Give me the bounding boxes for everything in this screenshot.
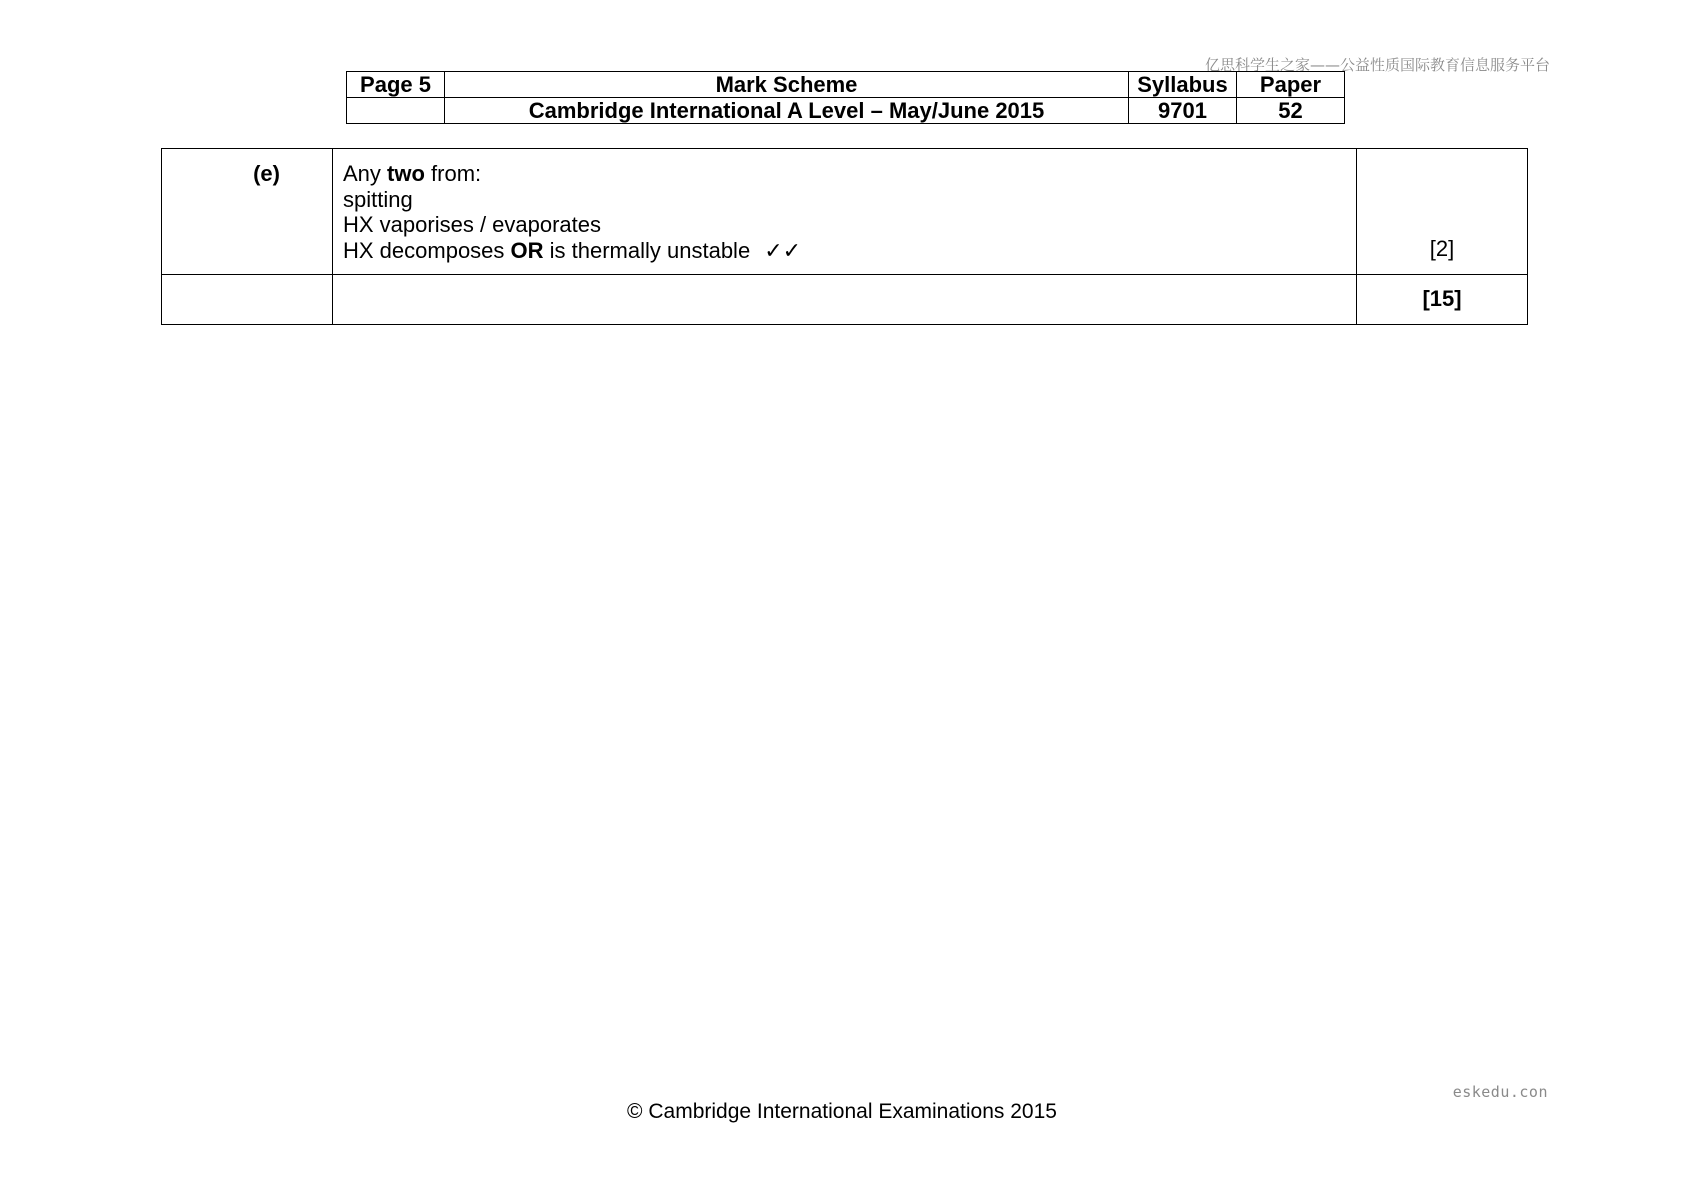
answer-point-2: HX vaporises / evaporates bbox=[343, 212, 602, 237]
page-number: Page 5 bbox=[347, 72, 445, 98]
watermark-top: 亿思科学生之家——公益性质国际教育信息服务平台 bbox=[1204, 56, 1550, 74]
watermark-bottom: eskedu.con bbox=[1452, 1083, 1548, 1101]
marks-cell bbox=[1357, 149, 1528, 275]
question-cell bbox=[162, 149, 333, 275]
page-header-table bbox=[346, 71, 1345, 124]
mark-scheme-table bbox=[161, 148, 1528, 325]
empty-cell bbox=[162, 275, 333, 325]
empty-cell bbox=[347, 98, 445, 124]
answer-point-3-suffix: is thermally unstable bbox=[543, 237, 751, 263]
paper-code: 52 bbox=[1237, 98, 1345, 124]
table-row-total bbox=[162, 275, 1528, 325]
exam-name: Cambridge International A Level – May/June 2015 bbox=[445, 98, 1129, 124]
syllabus-label: Syllabus bbox=[1129, 72, 1237, 98]
question-label: (e) bbox=[253, 161, 280, 186]
answer-cell bbox=[333, 149, 1357, 275]
answer-intro bbox=[343, 161, 1356, 187]
copyright-footer: © Cambridge International Examinations 2015 bbox=[627, 1100, 1057, 1123]
total-marks: [15] bbox=[1422, 286, 1462, 311]
tick-marks-icon: ✓✓ bbox=[764, 237, 802, 263]
table-row bbox=[162, 149, 1528, 275]
paper-label: Paper bbox=[1237, 72, 1345, 98]
doc-title: Mark Scheme bbox=[445, 72, 1129, 98]
answer-intro-emphasis: two bbox=[387, 161, 425, 186]
marks-value: [2] bbox=[1429, 236, 1455, 261]
answer-point-1: spitting bbox=[343, 186, 413, 212]
syllabus-code: 9701 bbox=[1129, 98, 1237, 124]
empty-cell bbox=[333, 275, 1357, 325]
answer-point-3-text: HX decomposes bbox=[343, 237, 511, 263]
answer-intro-text: Any bbox=[343, 161, 388, 186]
answer-point-3-or: OR bbox=[510, 237, 544, 263]
total-marks-cell bbox=[1357, 275, 1528, 325]
answer-intro-suffix: from: bbox=[424, 161, 482, 186]
answer-point-3 bbox=[343, 238, 1356, 264]
